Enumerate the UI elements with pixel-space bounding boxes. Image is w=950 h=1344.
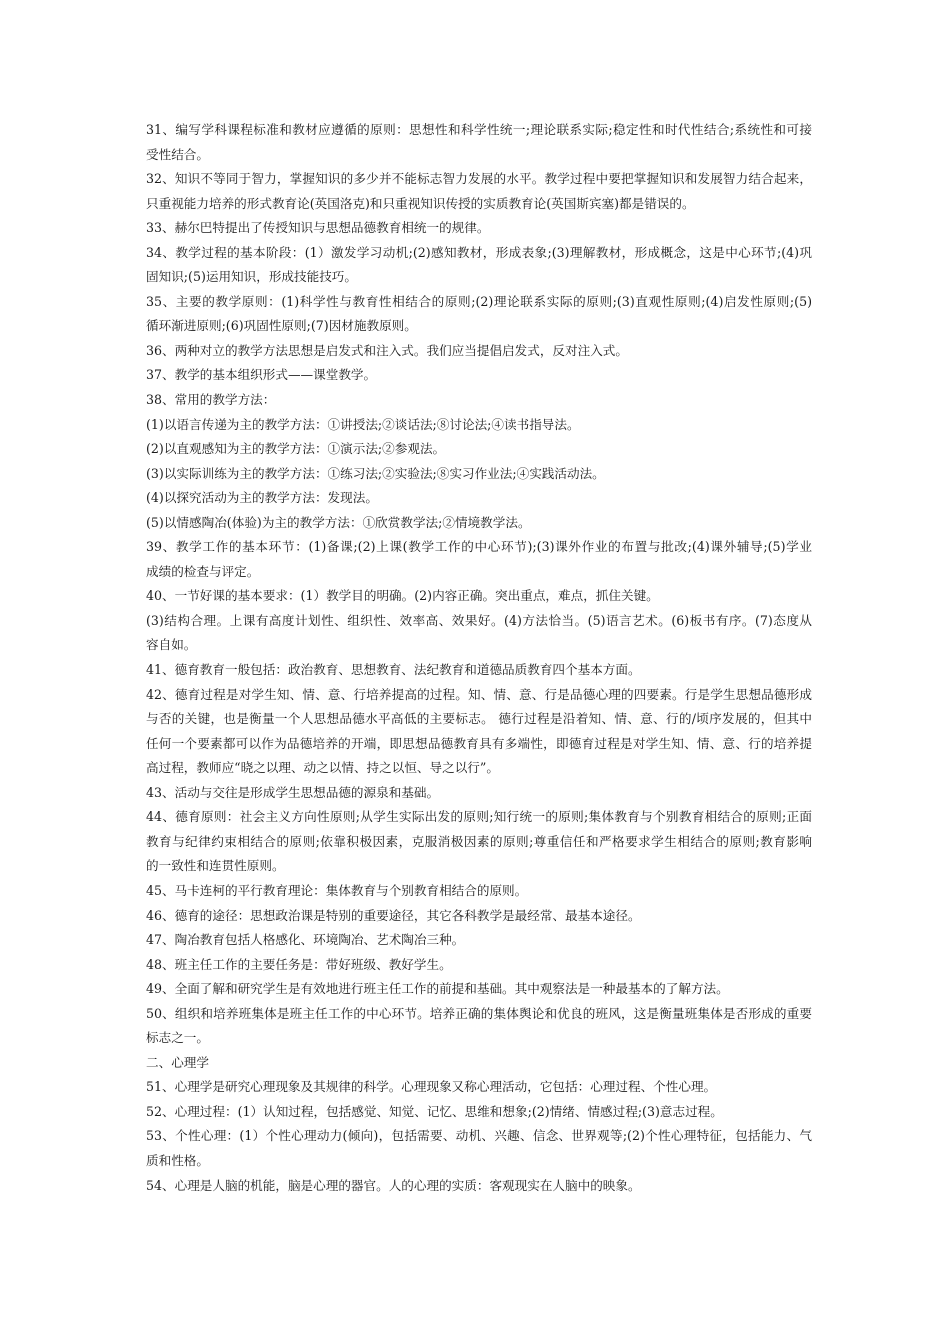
text-line: 31、编写学科课程标准和教材应遵循的原则：思想性和科学性统一;理论联系实际;稳定性和时代性结合;系统性和可接 (146, 122, 812, 137)
text-line: (3)结构合理。上课有高度计划性、组织性、效率高、效果好。(4)方法恰当。(5)语言艺术。(6)板书有序。(7)态度从 (146, 612, 812, 628)
text-line: 46、德育的途径：思想政治课是特别的重要途径，其它各科教学是最经常、最基本途径。 (146, 907, 641, 923)
text-line: 容自如。 (146, 637, 197, 653)
text-line: 受性结合。 (146, 146, 209, 162)
text-line: 只重视能力培养的形式教育论(英国洛克)和只重视知识传授的实质教育论(英国斯宾塞)都是错误的。 (146, 195, 695, 211)
text-line: 49、全面了解和研究学生是有效地进行班主任工作的前提和基础。其中观察法是一种最基本的了解方法。 (146, 981, 729, 997)
text-line: (3)以实际训练为主的教学方法：①练习法;②实验法;⑧实习作业法;④实践活动法。 (146, 465, 605, 481)
text-line: 42、德育过程是对学生知、情、意、行培养提高的过程。知、情、意、行是品德心理的四要素。行是学生思想品德形成 (146, 686, 812, 702)
text-line: 51、心理学是研究心理现象及其规律的科学。心理现象又称心理活动，它包括：心理过程、个性心理。 (146, 1079, 717, 1095)
text-line: 47、陶冶教育包括人格感化、环境陶冶、艺术陶冶三种。 (146, 932, 465, 948)
text-line: (1)以语言传递为主的教学方法：①讲授法;②谈话法;⑧讨论法;④读书指导法。 (146, 416, 580, 432)
text-line: 41、德育教育一般包括：政治教育、思想教育、法纪教育和道德品质教育四个基本方面。 (146, 662, 641, 678)
text-line: 循环渐进原则;(6)巩固性原则;(7)因材施教原则。 (146, 318, 417, 334)
text-line: 标志之一。 (146, 1030, 209, 1046)
text-line: 54、心理是人脑的机能，脑是心理的器官。人的心理的实质：客观现实在人脑中的映象。 (146, 1177, 641, 1193)
text-line: 35、主要的教学原则：(1)科学性与教育性相结合的原则;(2)理论联系实际的原则;(3)直观性原则;(4)启发性原则;(5) (146, 293, 812, 309)
text-line: 50、组织和培养班集体是班主任工作的中心环节。培养正确的集体舆论和优良的班风，这是衡量班集体是否形成的重要 (146, 1005, 812, 1021)
text-line: 44、德育原则：社会主义方向性原则;从学生实际出发的原则;知行统一的原则;集体教育与个别教育相结合的原则;正面 (146, 809, 812, 825)
text-line: 34、教学过程的基本阶段：(1）激发学习动机;(2)感知教材，形成表象;(3)理解教材，形成概念，这是中心环节;(4)巩 (146, 244, 812, 260)
text-line: 53、个性心理：(1）个性心理动力(倾向)，包括需要、动机、兴趣、信念、世界观等;(2)个性心理特征，包括能力、气 (146, 1128, 812, 1144)
text-line: 45、马卡连柯的平行教育理论：集体教育与个别教育相结合的原则。 (146, 882, 528, 898)
text-line: 与否的关键，也是衡量一个人思想品德水平高低的主要标志。 德行过程是沿着知、情、意、行的/顷序发展的，但其中 (146, 711, 812, 727)
text-line: (2)以直观感知为主的教学方法：①演示法;②参观法。 (146, 441, 446, 457)
text-line: 二、心理学 (146, 1054, 209, 1070)
text-line: 43、活动与交往是形成学生思想品德的源泉和基础。 (146, 784, 440, 800)
text-line: (4)以探究活动为主的教学方法：发现法。 (146, 490, 378, 506)
text-line: 32、知识不等同于智力，掌握知识的多少并不能标志智力发展的水平。教学过程中要把掌握知识和发展智力结合起来， (146, 171, 812, 187)
text-line: 33、赫尔巴特提出了传授知识与思想品德教育相统一的规律。 (146, 220, 490, 236)
text-line: (5)以情感陶冶(体验)为主的教学方法：①欣赏教学法;②情境教学法。 (146, 514, 531, 530)
text-line: 高过程，教师应“晓之以理、动之以情、持之以恒、导之以行”。 (146, 760, 499, 776)
text-line: 成绩的检查与评定。 (146, 563, 260, 579)
text-line: 40、一节好课的基本要求：(1）教学目的明确。(2)内容正确。突出重点，难点，抓住关键。 (146, 588, 659, 604)
text-line: 任何一个要素都可以作为品德培养的开端，即思想品德教育具有多端性，即德育过程是对学生知、情、意、行的培养提 (146, 735, 812, 751)
text-line: 教育与纪律约束相结合的原则;依靠积极因素，克服消极因素的原则;尊重信任和严格要求学生相结合的原则;教育影响 (146, 833, 812, 849)
text-line: 52、心理过程：(1）认知过程，包括感觉、知觉、记忆、思维和想象;(2)情绪、情感过程;(3)意志过程。 (146, 1103, 723, 1119)
text-line: 37、教学的基本组织形式——课堂教学。 (146, 367, 377, 383)
text-line: 39、教学工作的基本环节：(1)备课;(2)上课(教学工作的中心环节);(3)课外作业的布置与批改;(4)课外辅导;(5)学业 (146, 539, 812, 555)
text-line: 的一致性和连贯性原则。 (146, 858, 285, 874)
text-line: 质和性格。 (146, 1152, 209, 1168)
text-line: 固知识;(5)运用知识，形成技能技巧。 (146, 269, 357, 285)
text-line: 48、班主任工作的主要任务是：带好班级、教好学生。 (146, 956, 452, 972)
text-line: 38、常用的教学方法： (146, 392, 276, 408)
document-page (146, 118, 812, 1198)
text-line: 36、两种对立的教学方法思想是启发式和注入式。我们应当提倡启发式，反对注入式。 (146, 342, 628, 358)
